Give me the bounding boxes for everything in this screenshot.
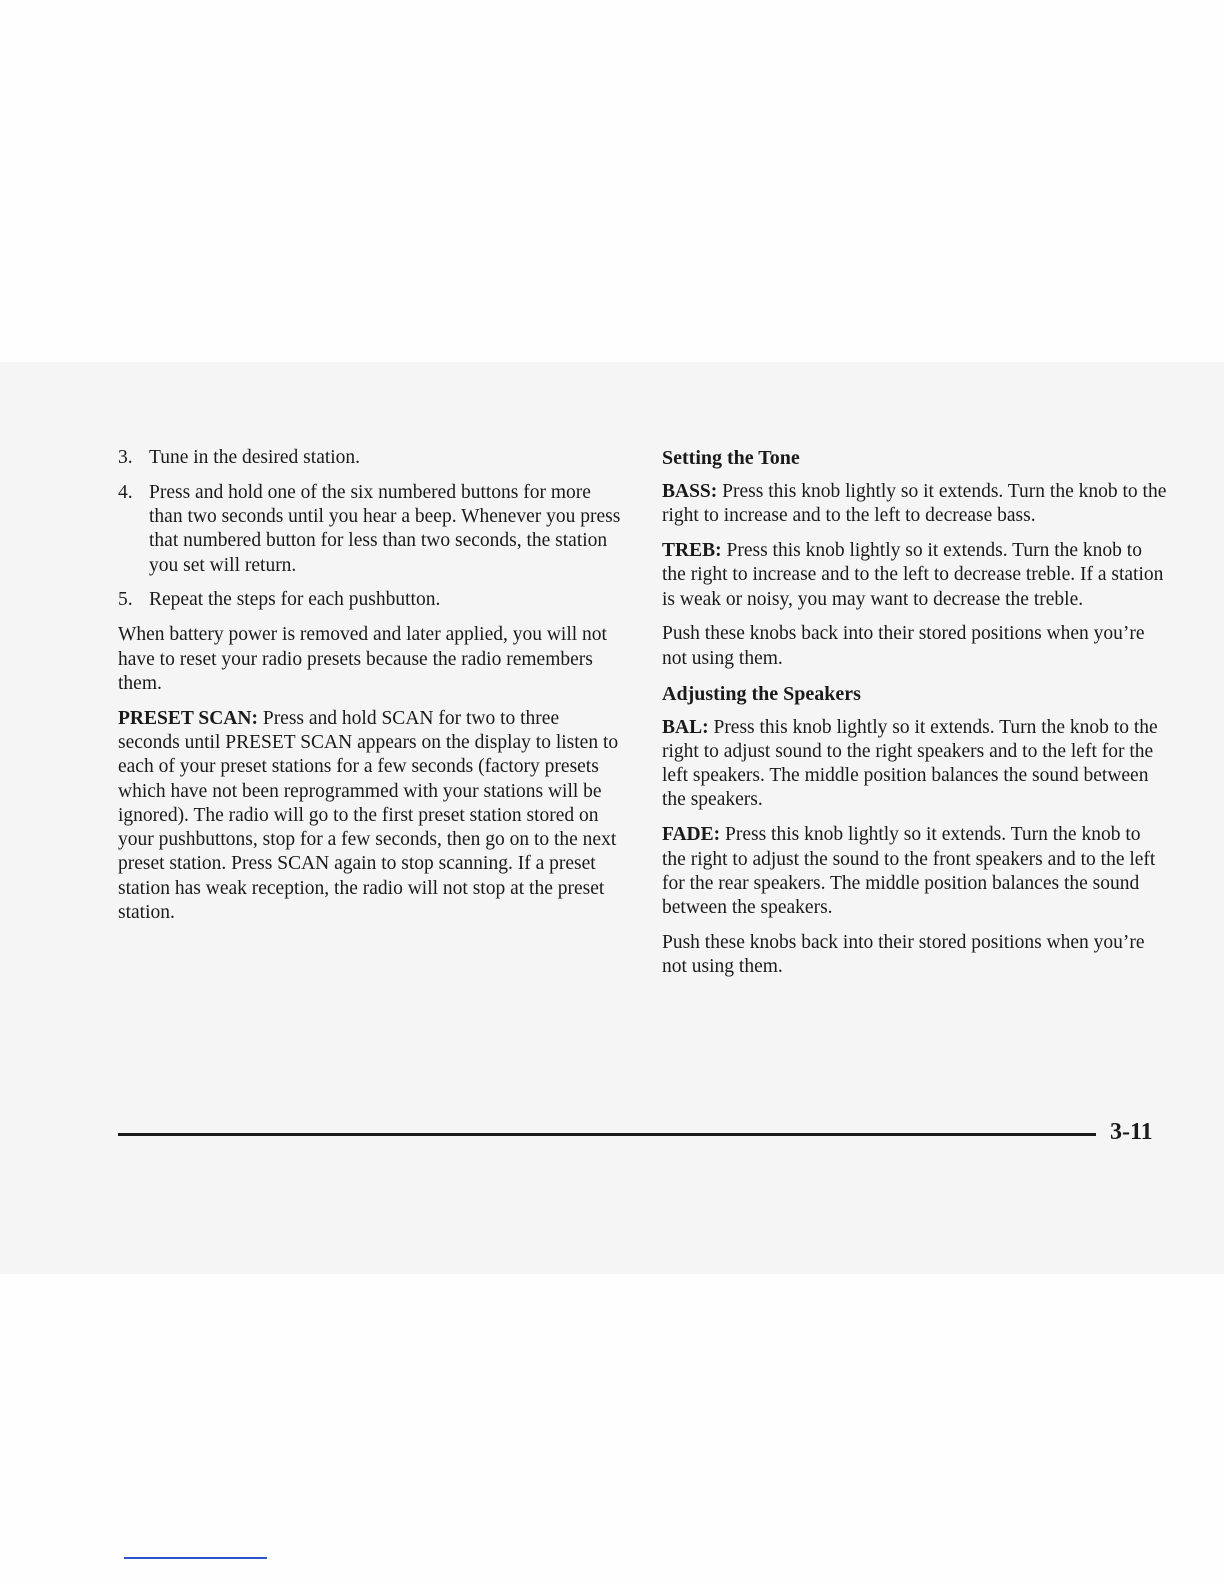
step-number: 3.	[118, 447, 133, 468]
page-number: 3-11	[1110, 1119, 1153, 1145]
treb-text: Press this knob lightly so it extends. Turn the knob to the right to increase and to the left to decrease treble. If a station is weak or noisy, you may want to decrease the treble.	[662, 540, 1164, 610]
tone-push-note: Push these knobs back into their stored positions when you’re not using them.	[662, 623, 1145, 669]
bal-text: Press this knob lightly so it extends. Turn the knob to the right to adjust sound to the right speakers and to the left for the left speakers. The middle position balances the sound between the speakers.	[662, 716, 1158, 811]
bal-paragraph	[662, 716, 1167, 813]
fade-text: Press this knob lightly so it extends. Turn the knob to the right to adjust the sound to the front speakers and to the left for the rear speakers. The middle position balances the sound between the speakers.	[662, 824, 1156, 919]
speakers-heading: Adjusting the Speakers	[662, 682, 861, 705]
fade-label: FADE:	[662, 824, 721, 846]
bass-text: Press this knob lightly so it extends. Turn the knob to the right to increase and to the left to decrease bass.	[662, 481, 1167, 527]
step-4	[118, 481, 623, 578]
left-column	[118, 446, 623, 936]
bass-paragraph	[662, 480, 1167, 529]
right-column	[662, 446, 1167, 990]
tone-heading: Setting the Tone	[662, 447, 800, 469]
preset-scan-label: PRESET SCAN:	[118, 707, 258, 729]
step-5	[118, 588, 623, 612]
treb-paragraph	[662, 539, 1167, 612]
preset-scan-paragraph	[118, 707, 623, 926]
step-number: 5.	[118, 589, 133, 611]
bass-label: BASS:	[662, 481, 718, 502]
fade-paragraph	[662, 823, 1167, 920]
footer-rule	[118, 1133, 1096, 1136]
bal-label: BAL:	[662, 716, 709, 738]
step-number: 4.	[118, 481, 133, 503]
speakers-push-note: Push these knobs back into their stored positions when you’re not using them.	[662, 931, 1145, 978]
step-text: Tune in the desired station.	[149, 447, 361, 468]
preset-scan-text: Press and hold SCAN for two to three seconds until PRESET SCAN appears on the display to listen to each of your preset stations for a few seconds (factory presets which have not been reprogrammed with your stations will be ignored). The radio will go to the first preset station stored on your pushbuttons, stop for a few seconds, then go on to the next preset station. Press SCAN again to stop scanning. If a preset station has weak reception, the radio will not stop at the preset station.	[118, 707, 619, 924]
treb-label: TREB:	[662, 540, 722, 562]
step-text: Repeat the steps for each pushbutton.	[149, 589, 441, 611]
step-3	[118, 446, 623, 470]
battery-paragraph: When battery power is removed and later applied, you will not have to reset your radio presets because the radio remembers them.	[118, 624, 607, 694]
footer-link-line	[124, 1557, 267, 1559]
step-text: Press and hold one of the six numbered buttons for more than two seconds until you hear a beep. Whenever you press that numbered button for less than two seconds, the station you set will return.	[149, 481, 621, 576]
